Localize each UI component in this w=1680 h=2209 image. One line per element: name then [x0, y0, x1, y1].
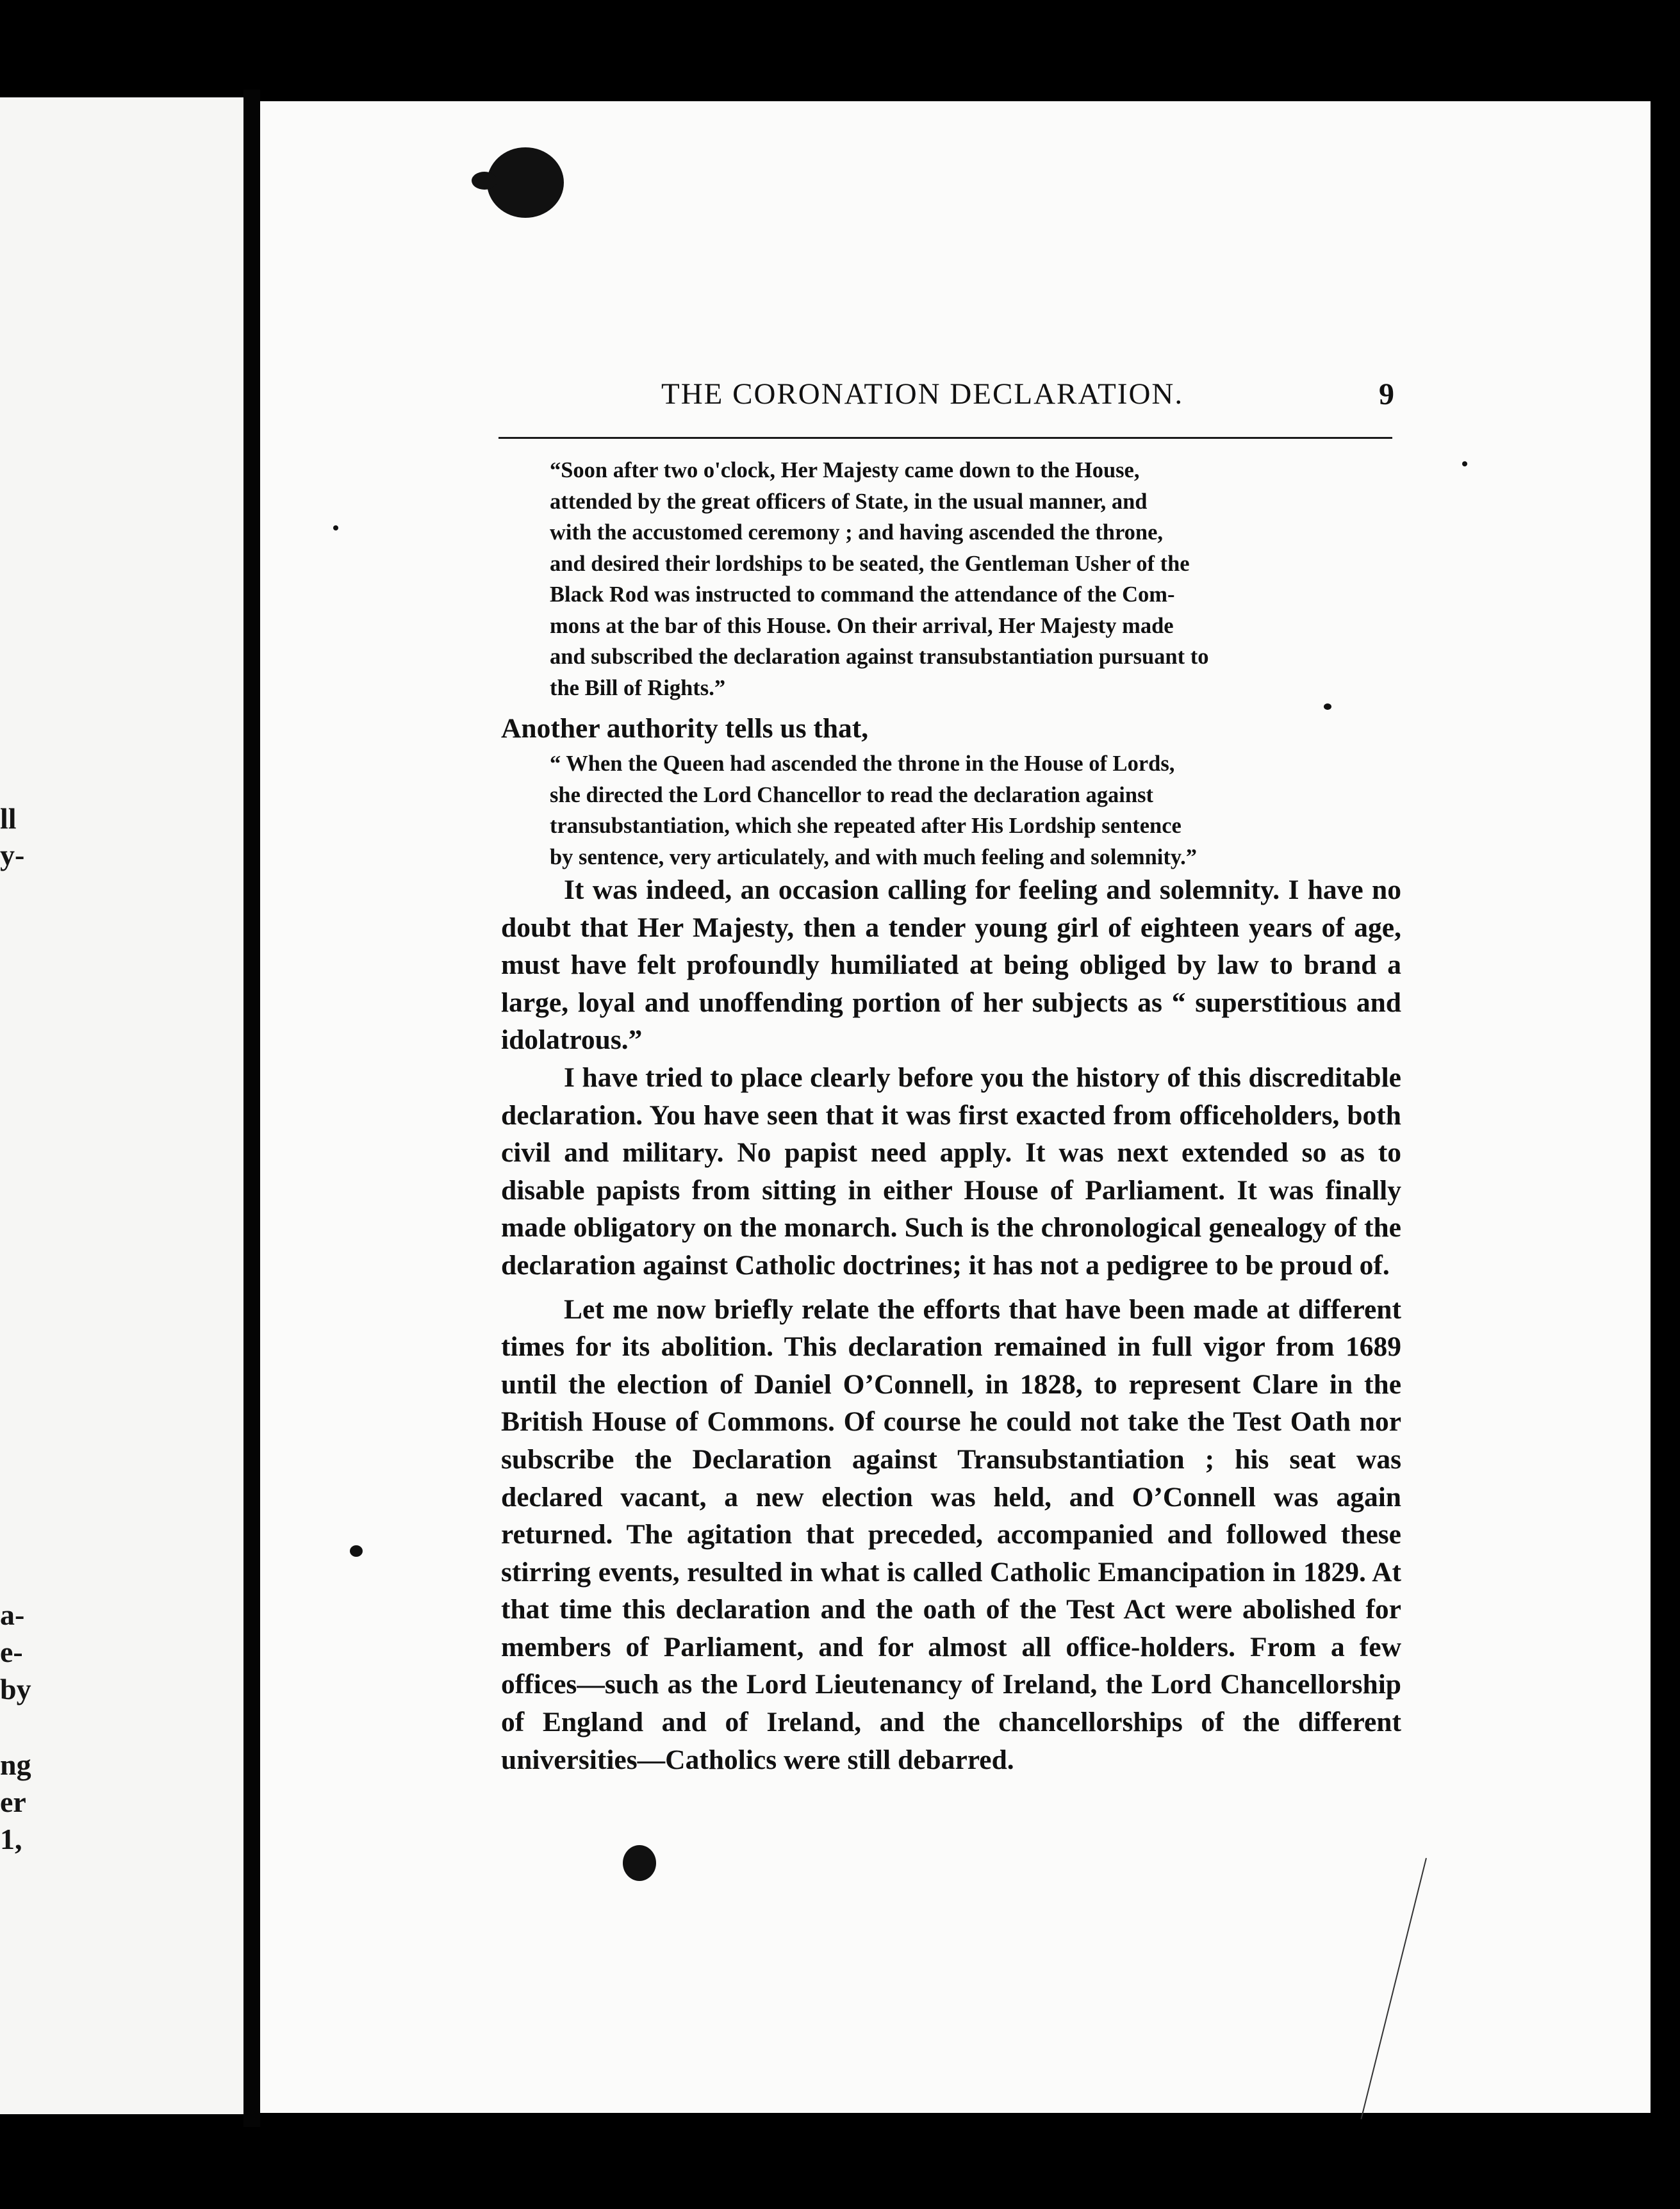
quote-line: transubstantiation, which she repeated after His Lordship sentence [550, 814, 1182, 838]
previous-page-fragment: y- [0, 839, 25, 871]
ink-speck [1324, 703, 1331, 710]
block-quote [550, 748, 1344, 873]
quote-line: she directed the Lord Chancellor to read the declaration against [550, 782, 1153, 807]
previous-page-fragment: ng [0, 1748, 31, 1781]
ink-blot [472, 172, 497, 190]
previous-page-fragment: by [0, 1673, 31, 1705]
quote-line: and desired their lordships to be seated, the Gentleman Usher of the [550, 551, 1190, 576]
previous-page-fragment: ll [0, 802, 17, 835]
quote-line: by sentence, very articulately, and with much feeling and solemnity.” [550, 844, 1198, 869]
block-quote [550, 455, 1344, 703]
quote-line: “ When the Queen had ascended the throne in the House of Lords, [550, 751, 1175, 776]
quote-line: and subscribed the declaration against transubstantiation pursuant to [550, 645, 1209, 669]
previous-page-fragment: e- [0, 1636, 23, 1668]
body-text [501, 871, 1401, 1778]
quote-line: the Bill of Rights.” [550, 675, 726, 700]
ink-speck [1462, 461, 1467, 466]
previous-page-fragment: 1, [0, 1823, 22, 1855]
quote-line: “Soon after two o'clock, Her Majesty came down to the House, [550, 458, 1140, 482]
previous-page-fragment: a- [0, 1598, 25, 1631]
page-number: 9 [1379, 377, 1394, 411]
ink-blot [487, 147, 564, 218]
running-head [399, 377, 1404, 418]
previous-page-edge [0, 97, 243, 2114]
previous-page-fragment: er [0, 1786, 26, 1818]
quote-line: with the accustomed ceremony ; and having ascended the throne, [550, 520, 1164, 545]
ink-speck [350, 1545, 363, 1557]
book-gutter [243, 90, 260, 2127]
lead-in: Another authority tells us that, [501, 713, 869, 744]
ink-speck [333, 525, 338, 530]
paragraph: Let me now briefly relate the efforts that have been made at different times for its abolition. This declaration remained in full vigor from 1689 until the election of Daniel O’Connell, in 1828, to represent Clare in the British House of Commons. Of course he could not take the Test Oath nor subscribe the Declaration against Transubstantiation ; his seat was declared vacant, a new election was held, and O’Connell was again returned. The agitation that preceded, accompanied and followed these stirring events, resulted in what is called Catholic Emancipation in 1829. At that time this declaration and the oath of the Test Act were abolished for members of Parliament, and for almost all office-holders. From a few offices—such as the Lord Lieutenancy of Ireland, the Lord Chancellorship of England and of Ireland, and the chancellorships of the different universities—Catholics were still debarred. [501, 1293, 1401, 1775]
quote-line: Black Rod was instructed to command the attendance of the Com- [550, 582, 1175, 607]
paragraph: I have tried to place clearly before you the history of this discreditable declaration. You have seen that it was first exacted from officeholders, both civil and military. No papist need apply. It was next extended so as to disable papists from sitting in either House of Parliament. It was finally made obligatory on the monarch. Such is the chronological genealogy of the declaration against Catholic doctrines; it has not a pedigree to be proud of. [501, 1062, 1401, 1281]
quote-line: attended by the great officers of State, in the usual manner, and [550, 489, 1148, 514]
quote-line: mons at the bar of this House. On their arrival, Her Majesty made [550, 613, 1174, 638]
header-rule [498, 437, 1392, 439]
running-title: THE CORONATION DECLARATION. [661, 377, 1184, 411]
ink-blot [623, 1845, 656, 1881]
paragraph: It was indeed, an occasion calling for feeling and solemnity. I have no doubt that Her Majesty, then a tender young girl of eighteen years of age, must have felt profoundly humiliated at being obliged by law to brand a large, loyal and unoffending portion of her subjects as “ superstitious and idolatrous.” [501, 875, 1401, 1056]
